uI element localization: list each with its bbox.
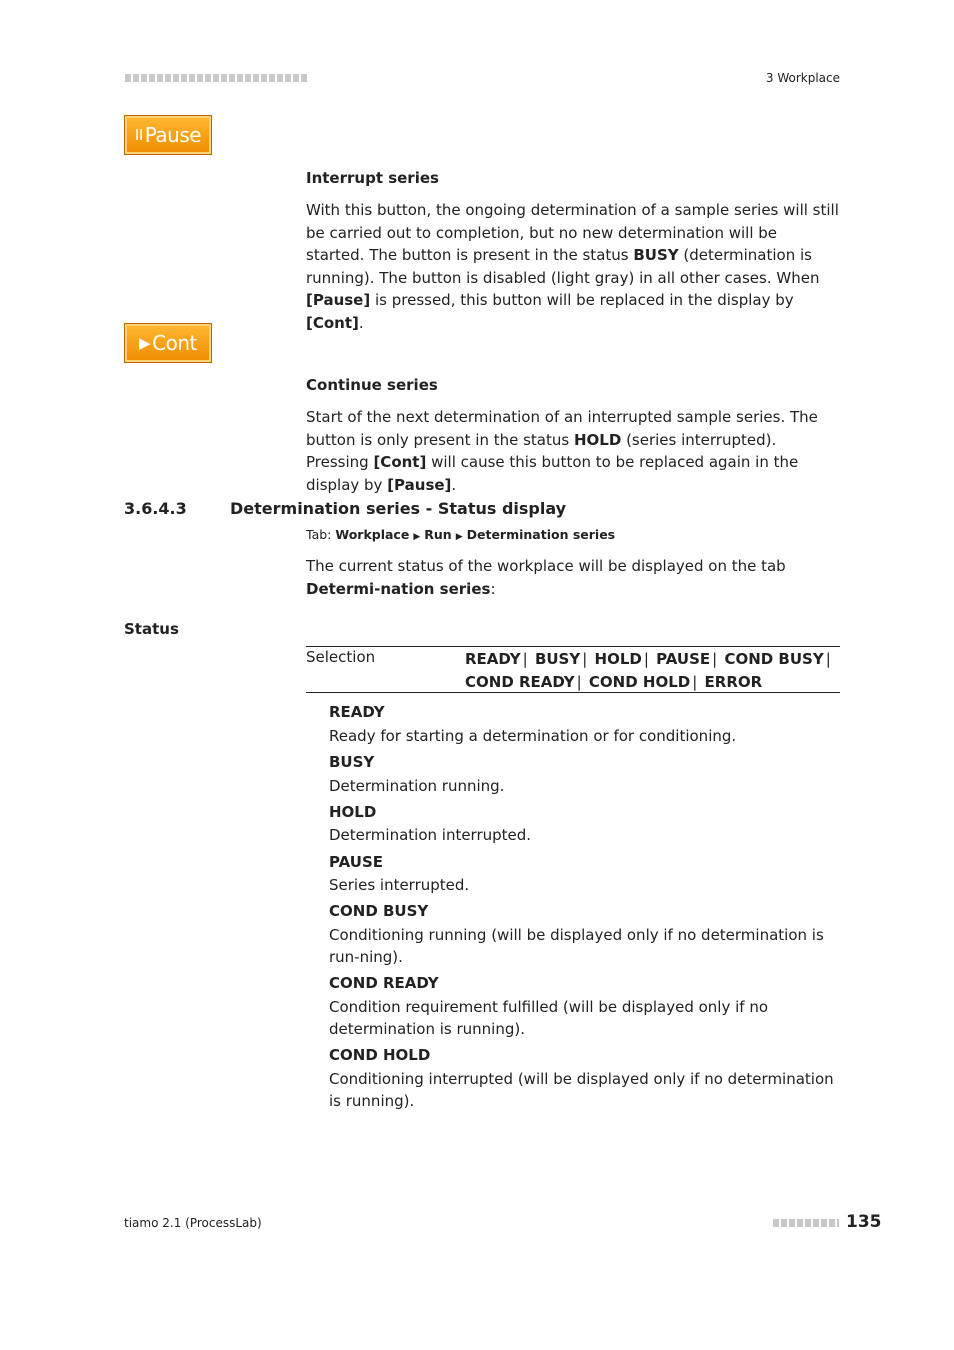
status-title-busy: BUSY (329, 753, 375, 771)
pause-button[interactable] (124, 115, 212, 155)
chapter-title: 3 Workplace (765, 71, 840, 85)
continue-series-text: Start of the next determination of an interrupted sample series. The button is only present in the status HOLD (series interrupted). Pressing [Cont] will cause this button to be replaced again in the display by [Pause]. (306, 408, 818, 494)
status-label: Status (124, 620, 179, 638)
tab-path: Tab: Workplace ▶ Run ▶ Determination series (306, 527, 616, 542)
arrow-icon: ▶ (455, 532, 463, 542)
status-desc-cond-ready: Condition requirement fulfilled (will be displayed only if no determination is running). (329, 998, 769, 1038)
section-number: 3.6.4.3 (124, 499, 187, 518)
status-desc-cond-busy: Conditioning running (will be displayed only if no determination is run-ning). (329, 926, 824, 966)
status-desc-pause: Series interrupted. (329, 876, 470, 894)
status-title-pause: PAUSE (329, 853, 383, 871)
status-desc-hold: Determination interrupted. (329, 826, 532, 844)
continue-series-heading: Continue series (306, 376, 438, 394)
section-heading (124, 499, 566, 518)
page-number: 135 (846, 1212, 882, 1232)
arrow-icon: ▶ (413, 532, 421, 542)
section-title: Determination series - Status display (230, 499, 567, 518)
status-title-hold: HOLD (329, 803, 377, 821)
play-icon: ▶ (139, 334, 151, 352)
status-title-cond-hold: COND HOLD (329, 1046, 431, 1064)
footer-decoration (773, 1219, 839, 1227)
table-top-rule (306, 646, 840, 647)
status-title-ready: READY (329, 703, 385, 721)
footer-product: tiamo 2.1 (ProcessLab) (124, 1216, 262, 1230)
pause-button-label: Pause (144, 123, 202, 147)
pause-icon: II (134, 126, 143, 144)
status-desc-ready: Ready for starting a determination or for conditioning. (329, 727, 737, 745)
selection-label: Selection (306, 648, 376, 666)
interrupt-series-heading: Interrupt series (306, 169, 439, 187)
section-intro: The current status of the workplace will be displayed on the tab Determi-nation series: (306, 557, 786, 598)
cont-button[interactable] (124, 323, 212, 363)
selection-values: READY | BUSY | HOLD | PAUSE | COND BUSY | COND READY | COND HOLD | ERROR (465, 650, 831, 691)
status-desc-busy: Determination running. (329, 777, 505, 795)
status-title-cond-busy: COND BUSY (329, 902, 429, 920)
interrupt-series-text: With this button, the ongoing determination of a sample series will still be carried out to completion, but no new determination will be started. The button is present in the status BUSY (determination is running). The button is disabled (light gray) in all other cases. When [Pause] is pressed, this button will be replaced in the display by [Cont]. (306, 201, 839, 332)
status-desc-cond-hold: Conditioning interrupted (will be displayed only if no determination is running). (329, 1070, 834, 1110)
status-title-cond-ready: COND READY (329, 974, 439, 992)
header-decoration (125, 74, 307, 82)
cont-button-label: Cont (152, 331, 197, 355)
table-bottom-rule (306, 692, 840, 693)
